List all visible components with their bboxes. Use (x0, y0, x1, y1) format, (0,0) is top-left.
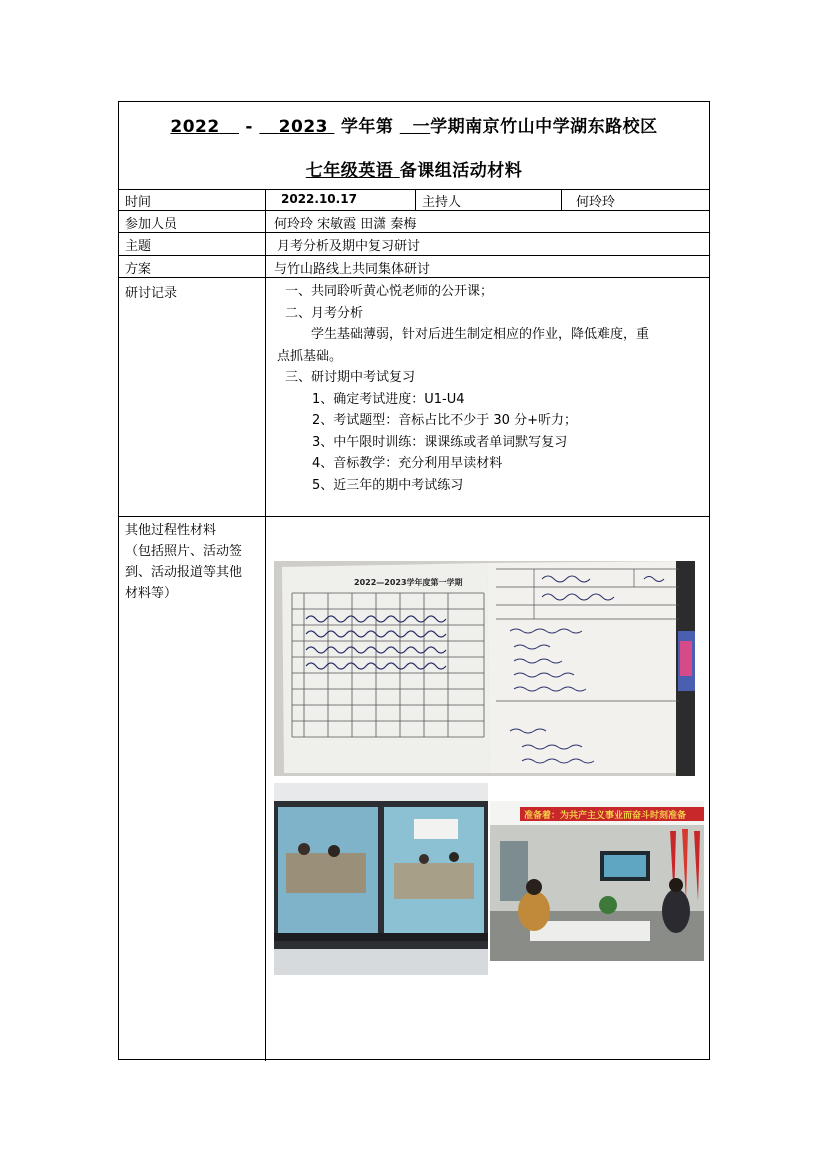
classroom-photo (490, 801, 704, 961)
year-dash: - (245, 117, 253, 137)
note-line: 4、音标教学：充分利用早读材料 (312, 456, 503, 471)
other-materials-row (119, 517, 709, 1061)
participants-value: 何玲玲 宋敏霞 田潇 秦梅 (274, 217, 417, 232)
school-year-label: 学年第 (340, 117, 394, 137)
host-label: 主持人 (422, 195, 462, 210)
plan-value: 与竹山路线上共同集体研讨 (274, 262, 431, 277)
other-materials-label: 其他过程性材料 （包括照片、活动签 到、活动报道等其他 材料等） (125, 523, 243, 601)
topic-value: 月考分析及期中复习研讨 (277, 239, 421, 254)
note-line: 1、确定考试进度：U1-U4 (312, 391, 465, 407)
note-line: 学生基础薄弱，针对后进生制定相应的作业，降低难度，重 (311, 327, 650, 342)
topic-label: 主题 (125, 239, 152, 254)
online-meeting-photo (274, 783, 488, 975)
time-value: 2022.10.17 (281, 192, 357, 206)
note-line: 二、月考分析 (285, 305, 364, 321)
note-line: 三、研讨期中考试复习 (285, 370, 416, 385)
sign-in-sheet-image (274, 561, 695, 776)
time-label: 时间 (125, 195, 152, 210)
topic-row (119, 233, 709, 256)
note-line: 2、考试题型：音标占比不少于 30 分+听力； (312, 413, 577, 428)
record-notes (277, 281, 705, 496)
note-line: 点抓基础。 (277, 348, 343, 364)
note-line: 一、共同聆听黄心悦老师的公开课； (285, 284, 494, 299)
host-value: 何玲玲 (576, 195, 616, 210)
year-start: 2022 (170, 117, 220, 137)
plan-row (119, 256, 709, 278)
photo-collage (274, 561, 704, 981)
record-label: 研讨记录 (125, 286, 178, 301)
term-number: 一 (412, 117, 431, 137)
time-row (119, 189, 709, 211)
title-line-1 (119, 112, 709, 137)
school-name: 学期南京竹山中学湖东路校区 (430, 117, 658, 137)
sheet-title: 2022—2023学年度第一学期 (354, 578, 463, 587)
year-end: 2023 (278, 117, 328, 137)
online-meeting-image (274, 783, 488, 975)
title-line-2 (119, 156, 709, 181)
classroom-image (490, 801, 704, 961)
classroom-banner: 准备着：为共产主义事业而奋斗时刻准备 (524, 811, 687, 821)
activity-table (118, 101, 710, 1060)
group-activity-title: 备课组活动材料 (399, 161, 523, 181)
participants-row (119, 211, 709, 233)
plan-label: 方案 (125, 262, 152, 277)
sign-in-sheet-photo (274, 561, 695, 776)
participants-label: 参加人员 (125, 217, 178, 232)
table-header (119, 102, 709, 190)
note-line: 3、中午限时训练：课课练或者单词默写复习 (312, 434, 568, 450)
note-line: 5、近三年的期中考试练习 (312, 477, 464, 493)
record-row (119, 278, 709, 517)
grade-subject: 七年级英语 (305, 161, 394, 181)
